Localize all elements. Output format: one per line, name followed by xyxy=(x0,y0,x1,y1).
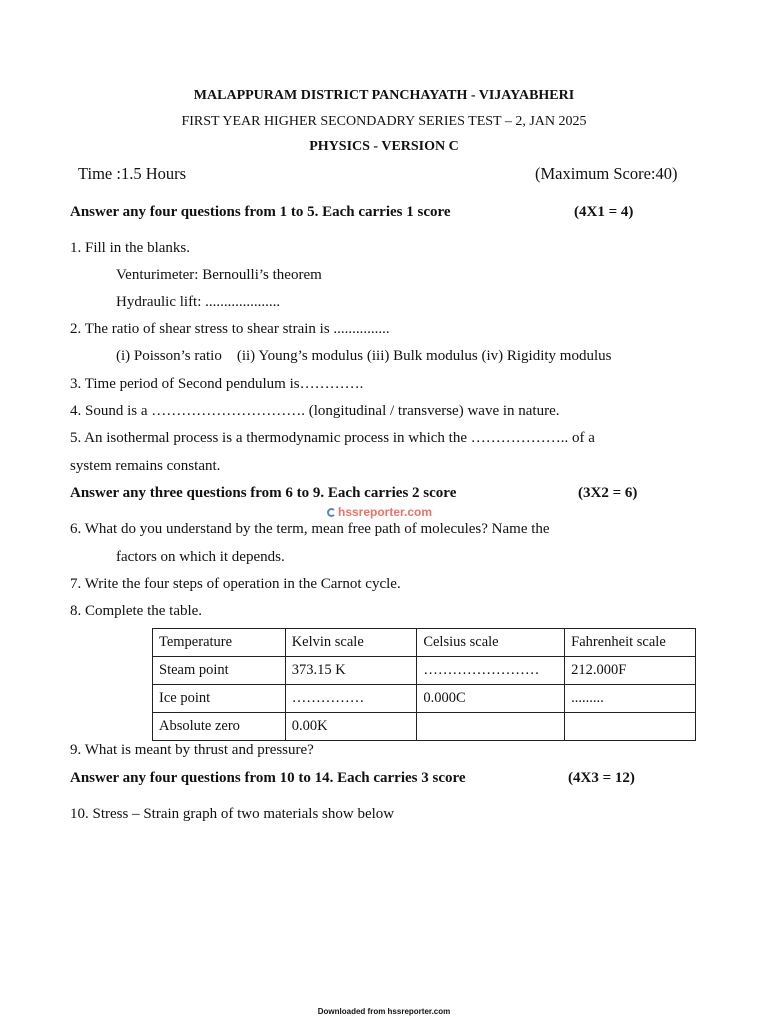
table-row xyxy=(153,685,696,713)
exam-header-subtitle: FIRST YEAR HIGHER SECONDADRY SERIES TEST – 2, JAN 2025 xyxy=(181,114,587,129)
table-cell: …………………… xyxy=(417,657,565,685)
question-2-options: (i) Poisson’s ratio (ii) Young’s modulus (iii) Bulk modulus (iv) Rigidity modulus xyxy=(116,348,612,364)
question-3: 3. Time period of Second pendulum is…………. xyxy=(70,376,364,392)
exam-max-score: (Maximum Score:40) xyxy=(535,164,678,183)
question-7: 7. Write the four steps of operation in the Carnot cycle. xyxy=(70,576,401,592)
table-cell: Temperature xyxy=(153,629,286,657)
table-row xyxy=(153,657,696,685)
table-cell: 212.000F xyxy=(565,657,696,685)
table-cell xyxy=(417,713,565,741)
table-cell: …………… xyxy=(285,685,417,713)
question-5-continued: system remains constant. xyxy=(70,458,221,474)
table-row xyxy=(153,713,696,741)
question-2: 2. The ratio of shear stress to shear strain is ............... xyxy=(70,321,390,337)
table-row xyxy=(153,629,696,657)
temperature-table xyxy=(152,628,696,741)
section-instruction: Answer any four questions from 10 to 14. Each carries 3 score xyxy=(70,770,466,786)
table-cell: Ice point xyxy=(153,685,286,713)
question-1-part-b: Hydraulic lift: .................... xyxy=(116,294,281,310)
watermark-text: hssreporter.com xyxy=(338,505,433,519)
watermark-icon xyxy=(327,508,336,517)
section-marks: (4X1 = 4) xyxy=(574,204,634,220)
question-9: 9. What is meant by thrust and pressure? xyxy=(70,742,314,758)
question-6-continued: factors on which it depends. xyxy=(116,549,285,565)
question-8: 8. Complete the table. xyxy=(70,603,203,619)
table-cell: Absolute zero xyxy=(153,713,286,741)
table-cell: ......... xyxy=(565,685,696,713)
table-cell: Steam point xyxy=(153,657,286,685)
watermark-logo xyxy=(327,505,432,519)
section-marks: (3X2 = 6) xyxy=(578,485,638,501)
table-cell: 373.15 K xyxy=(285,657,417,685)
table-cell: Celsius scale xyxy=(417,629,565,657)
question-10: 10. Stress – Strain graph of two materials show below xyxy=(70,806,395,822)
question-4: 4. Sound is a …………………………. (longitudinal / transverse) wave in nature. xyxy=(70,403,560,419)
question-1-part-a: Venturimeter: Bernoulli’s theorem xyxy=(116,267,322,283)
question-5: 5. An isothermal process is a thermodynamic process in which the ……………….. of a xyxy=(70,430,595,446)
table-cell xyxy=(565,713,696,741)
section-instruction: Answer any three questions from 6 to 9. Each carries 2 score xyxy=(70,485,457,501)
table-cell: 0.00K xyxy=(285,713,417,741)
exam-subject: PHYSICS - VERSION C xyxy=(309,139,459,154)
exam-time: Time :1.5 Hours xyxy=(78,164,187,183)
question-1: 1. Fill in the blanks. xyxy=(70,240,190,256)
table-cell: Kelvin scale xyxy=(285,629,417,657)
question-6: 6. What do you understand by the term, mean free path of molecules? Name the xyxy=(70,521,550,537)
section-marks: (4X3 = 12) xyxy=(568,770,635,786)
table-cell: Fahrenheit scale xyxy=(565,629,696,657)
exam-header-title: MALAPPURAM DISTRICT PANCHAYATH - VIJAYABHERI xyxy=(193,88,575,103)
page-footer: Downloaded from hssreporter.com xyxy=(317,1007,451,1016)
table-cell: 0.000C xyxy=(417,685,565,713)
section-instruction: Answer any four questions from 1 to 5. Each carries 1 score xyxy=(70,204,451,220)
